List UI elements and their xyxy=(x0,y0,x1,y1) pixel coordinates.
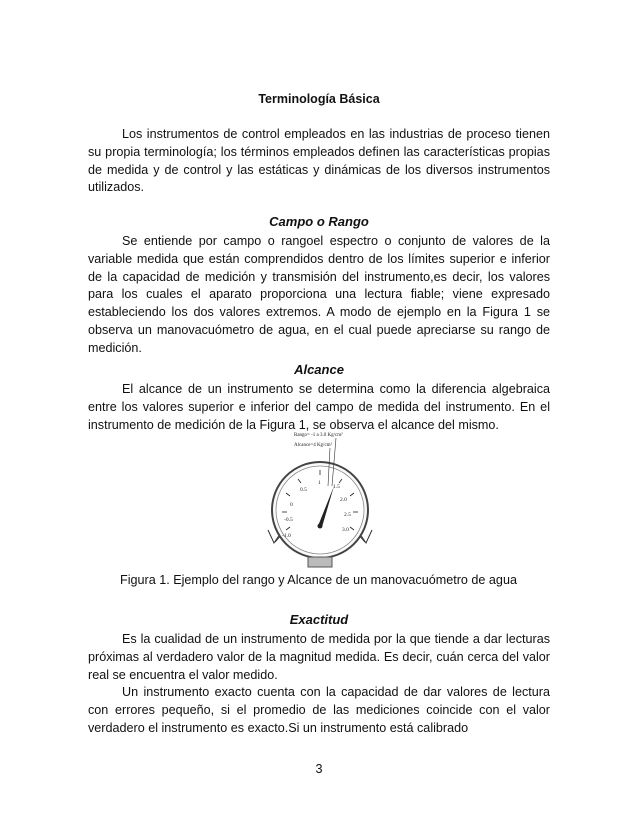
scale-label-15: 1.5 xyxy=(333,484,340,490)
page-number: 3 xyxy=(315,762,323,776)
campo-paragraph: Se entiende por campo o rangoel espectro o conjunto de valores de la variable medida que están comprendidos dentro de los límites superior e inferior de la capacidad de medición y transmisión del instrumento,es decir, los valores para los cuales el aparato proporciona una lectura fiable; viene expresado estableciendo los dos valores extremos. A modo de ejemplo en la Figura 1 se observa un manovacuómetro de agua, en el cual puede apreciarse su rango de medición. xyxy=(88,234,550,355)
scale-label-30: 3.0 xyxy=(342,527,349,533)
scale-label-minus05: -0.5 xyxy=(284,517,293,523)
intro-paragraph: Los instrumentos de control empleados en las industrias de proceso tienen su propia terminología; los términos empleados definen las características propias de medida y de control y las estáticas y dinámicas de los diversos instrumentos utilizados. xyxy=(88,127,550,195)
gauge-pivot xyxy=(318,524,323,529)
page-title: Terminología Básica xyxy=(258,92,380,106)
exactitud-paragraph-2: Un instrumento exacto cuenta con la capacidad de dar valores de lectura con errores pequeño, si el promedio de las mediciones coincide con el valor verdadero el instrumento es exacto.Si un instrumento está calibrado xyxy=(88,685,550,735)
scale-label-05: 0.5 xyxy=(300,487,307,493)
section-heading-campo: Campo o Rango xyxy=(269,214,369,229)
alcance-paragraph: El alcance de un instrumento se determina como la diferencia algebraica entre los valores superior e inferior del campo de medida del instrumento. En el instrumento de medición de la Figura 1, se observa el alcance del mismo. xyxy=(88,382,550,432)
scale-label-1: 1 xyxy=(318,480,321,486)
scale-label-minus1: -1.0 xyxy=(282,533,291,539)
figure-caption: Figura 1. Ejemplo del rango y Alcance de un manovacuómetro de agua xyxy=(120,573,517,587)
section-heading-exactitud: Exactitud xyxy=(289,612,349,627)
scale-label-20: 2.0 xyxy=(340,497,347,503)
gauge-connector xyxy=(308,557,332,567)
section-heading-alcance: Alcance xyxy=(294,362,344,377)
exactitud-paragraph-1: Es la cualidad de un instrumento de medida por la que tiende a dar lecturas próximas al verdadero valor de la magnitud medida. Es decir, cuán cerca del valor real se encuentra el valor medido. xyxy=(88,632,550,682)
label-alcance: Alcance=4 Kg/cm² xyxy=(294,443,333,448)
label-rango: Rango= -1 a 3.0 Kg/cm² xyxy=(294,433,343,438)
manovacuometer-figure xyxy=(250,430,390,570)
scale-label-25: 2.5 xyxy=(344,512,351,518)
scale-label-0: 0 xyxy=(290,502,293,508)
